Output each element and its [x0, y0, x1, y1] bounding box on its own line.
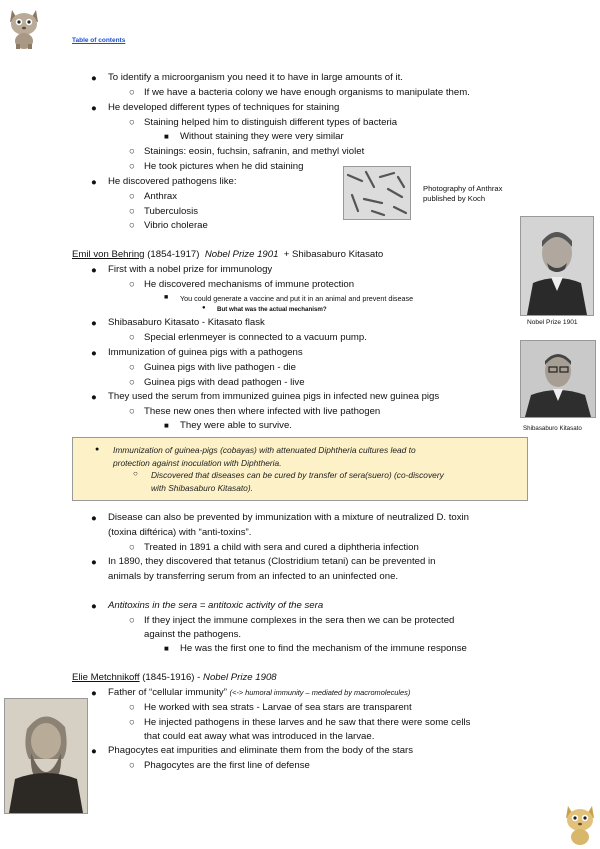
list-item: Treated in 1891 a child with sera and cured a diphtheria infection	[144, 542, 419, 553]
kitasato-portrait	[520, 340, 596, 418]
list-item: against the pathogens.	[144, 629, 242, 640]
circle-bullet-icon: ○	[129, 87, 135, 98]
bullet-icon: ●	[91, 746, 97, 757]
circle-bullet-icon: ○	[129, 406, 135, 417]
bullet-icon: ●	[95, 446, 100, 453]
list-item: First with a nobel prize for immunology	[108, 264, 273, 275]
circle-bullet-icon: ○	[129, 161, 135, 172]
list-item: If we have a bacteria colony we have enough organisms to manipulate them.	[144, 87, 470, 98]
cat-mascot-icon	[562, 802, 598, 846]
list-item: You could generate a vaccine and put it in an animal and prevent disease	[180, 294, 414, 303]
circle-bullet-icon: ○	[129, 332, 135, 343]
list-item: Guinea pigs with dead pathogen - live	[144, 377, 305, 388]
bullet-icon: ●	[91, 177, 97, 188]
circle-bullet-icon: ○	[129, 615, 135, 626]
list-item: Phagocytes eat impurities and eliminate them from the body of the stars	[108, 745, 414, 756]
list-item: Father of “cellular immunity” (<-> humoral immunity – mediated by macromolecules)	[108, 687, 411, 698]
square-bullet-icon: ■	[164, 421, 169, 430]
callout-text: Immunization of guinea-pigs (cobayas) with attenuated Diphtheria cultures lead to	[113, 445, 416, 455]
list-item: To identify a microorganism you need it to have in large amounts of it.	[108, 72, 403, 83]
circle-bullet-icon: ○	[129, 377, 135, 388]
circle-bullet-icon: ○	[129, 146, 135, 157]
bullet-icon: ●	[91, 318, 97, 329]
callout-text: Discovered that diseases can be cured by transfer of sera(suero) (co-discovery	[151, 470, 444, 480]
circle-bullet-icon: ○	[129, 191, 135, 202]
list-item: He discovered mechanisms of immune protection	[144, 279, 355, 290]
anthrax-photo-caption: Photography of Anthrax	[423, 184, 503, 193]
bullet-icon: ●	[91, 688, 97, 699]
circle-bullet-icon: ○	[129, 760, 135, 771]
list-item: These new ones then where infected with live pathogen	[144, 406, 381, 417]
list-item: Stainings: eosin, fuchsin, safranin, and methyl violet	[144, 146, 365, 157]
behring-portrait	[520, 216, 594, 316]
circle-bullet-icon: ○	[133, 469, 138, 478]
circle-bullet-icon: ○	[129, 279, 135, 290]
square-bullet-icon: ■	[164, 294, 169, 301]
section-heading: Elie Metchnikoff (1845-1916) - Nobel Prize 1908	[72, 672, 277, 683]
person-name: Elie Metchnikoff	[72, 672, 140, 683]
list-item: animals by transferring serum from an infected to an uninfected one.	[108, 571, 399, 582]
list-item: Anthrax	[144, 191, 178, 202]
callout-text: with Shibasaburo Kitasato).	[151, 483, 253, 493]
list-item: Guinea pigs with live pathogen - die	[144, 362, 296, 373]
anthrax-photo-caption: published by Koch	[423, 194, 486, 203]
section-heading: Emil von Behring (1854-1917) Nobel Prize 1901 + Shibasaburo Kitasato	[72, 249, 384, 260]
list-item: Without staining they were very similar	[180, 131, 344, 142]
bullet-icon: ●	[91, 103, 97, 114]
list-item: Shibasaburo Kitasato - Kitasato flask	[108, 317, 265, 328]
bullet-icon: ●	[91, 265, 97, 276]
bullet-icon: ●	[91, 392, 97, 403]
list-item: (toxina diftérica) with “anti-toxins”.	[108, 527, 252, 538]
list-item: He developed different types of techniques for staining	[108, 102, 340, 113]
circle-bullet-icon: ○	[129, 702, 135, 713]
kitasato-portrait-caption: Shibasaburo Kitasato	[523, 425, 582, 432]
list-item: Phagocytes are the first line of defense	[144, 760, 310, 771]
circle-bullet-icon: ○	[129, 220, 135, 231]
circle-bullet-icon: ○	[129, 362, 135, 373]
highlight-callout-box	[72, 437, 528, 501]
list-item: He discovered pathogens like:	[108, 176, 237, 187]
list-item: They used the serum from immunized guinea pigs in infected new guinea pigs	[108, 391, 440, 402]
list-item: But what was the actual mechanism?	[217, 306, 327, 313]
list-item: Vibrio cholerae	[144, 220, 208, 231]
list-item: that could eat away what was introduced in the larvae.	[144, 731, 375, 742]
list-item: In 1890, they discovered that tetanus (Clostridium tetani) can be prevented in	[108, 556, 436, 567]
metchnikoff-portrait	[4, 698, 88, 814]
bullet-icon: ●	[91, 73, 97, 84]
bullet-icon: ●	[202, 305, 206, 311]
list-item: He took pictures when he did staining	[144, 161, 304, 172]
list-item: He injected pathogens in these larves and he saw that there were some cells	[144, 717, 471, 728]
circle-bullet-icon: ○	[129, 206, 135, 217]
list-item: Disease can also be prevented by immunization with a mixture of neutralized D. toxin	[108, 512, 470, 523]
list-item: Tuberculosis	[144, 206, 199, 217]
list-item: Antitoxins in the sera = antitoxic activity of the sera	[108, 600, 324, 611]
circle-bullet-icon: ○	[129, 542, 135, 553]
square-bullet-icon: ■	[164, 132, 169, 141]
bullet-icon: ●	[91, 348, 97, 359]
circle-bullet-icon: ○	[129, 717, 135, 728]
callout-text: protection against inoculation with Diphtheria.	[113, 458, 282, 468]
square-bullet-icon: ■	[164, 644, 169, 653]
nobel-prize: Nobel Prize 1901	[204, 249, 279, 260]
circle-bullet-icon: ○	[129, 117, 135, 128]
table-of-contents-link[interactable]: Table of contents	[72, 37, 126, 44]
bullet-icon: ●	[91, 513, 97, 524]
bullet-icon: ●	[91, 601, 97, 612]
list-item: They were able to survive.	[180, 420, 292, 431]
list-item: Staining helped him to distinguish different types of bacteria	[144, 117, 398, 128]
list-item: If they inject the immune complexes in the sera then we can be protected	[144, 615, 455, 626]
list-item: He worked with sea strats - Larvae of sea stars are transparent	[144, 702, 412, 713]
list-item: He was the first one to find the mechanism of the immune response	[180, 643, 467, 654]
person-name: Emil von Behring	[72, 249, 145, 260]
behring-portrait-caption: Nobel Prize 1901	[527, 319, 578, 326]
anthrax-photo	[343, 166, 411, 220]
list-item: Special erlenmeyer is connected to a vacuum pump.	[144, 332, 367, 343]
list-item: Immunization of guinea pigs with a pathogens	[108, 347, 303, 358]
nobel-prize: Nobel Prize 1908	[203, 672, 277, 683]
cat-mascot-icon	[6, 6, 42, 50]
bullet-icon: ●	[91, 557, 97, 568]
